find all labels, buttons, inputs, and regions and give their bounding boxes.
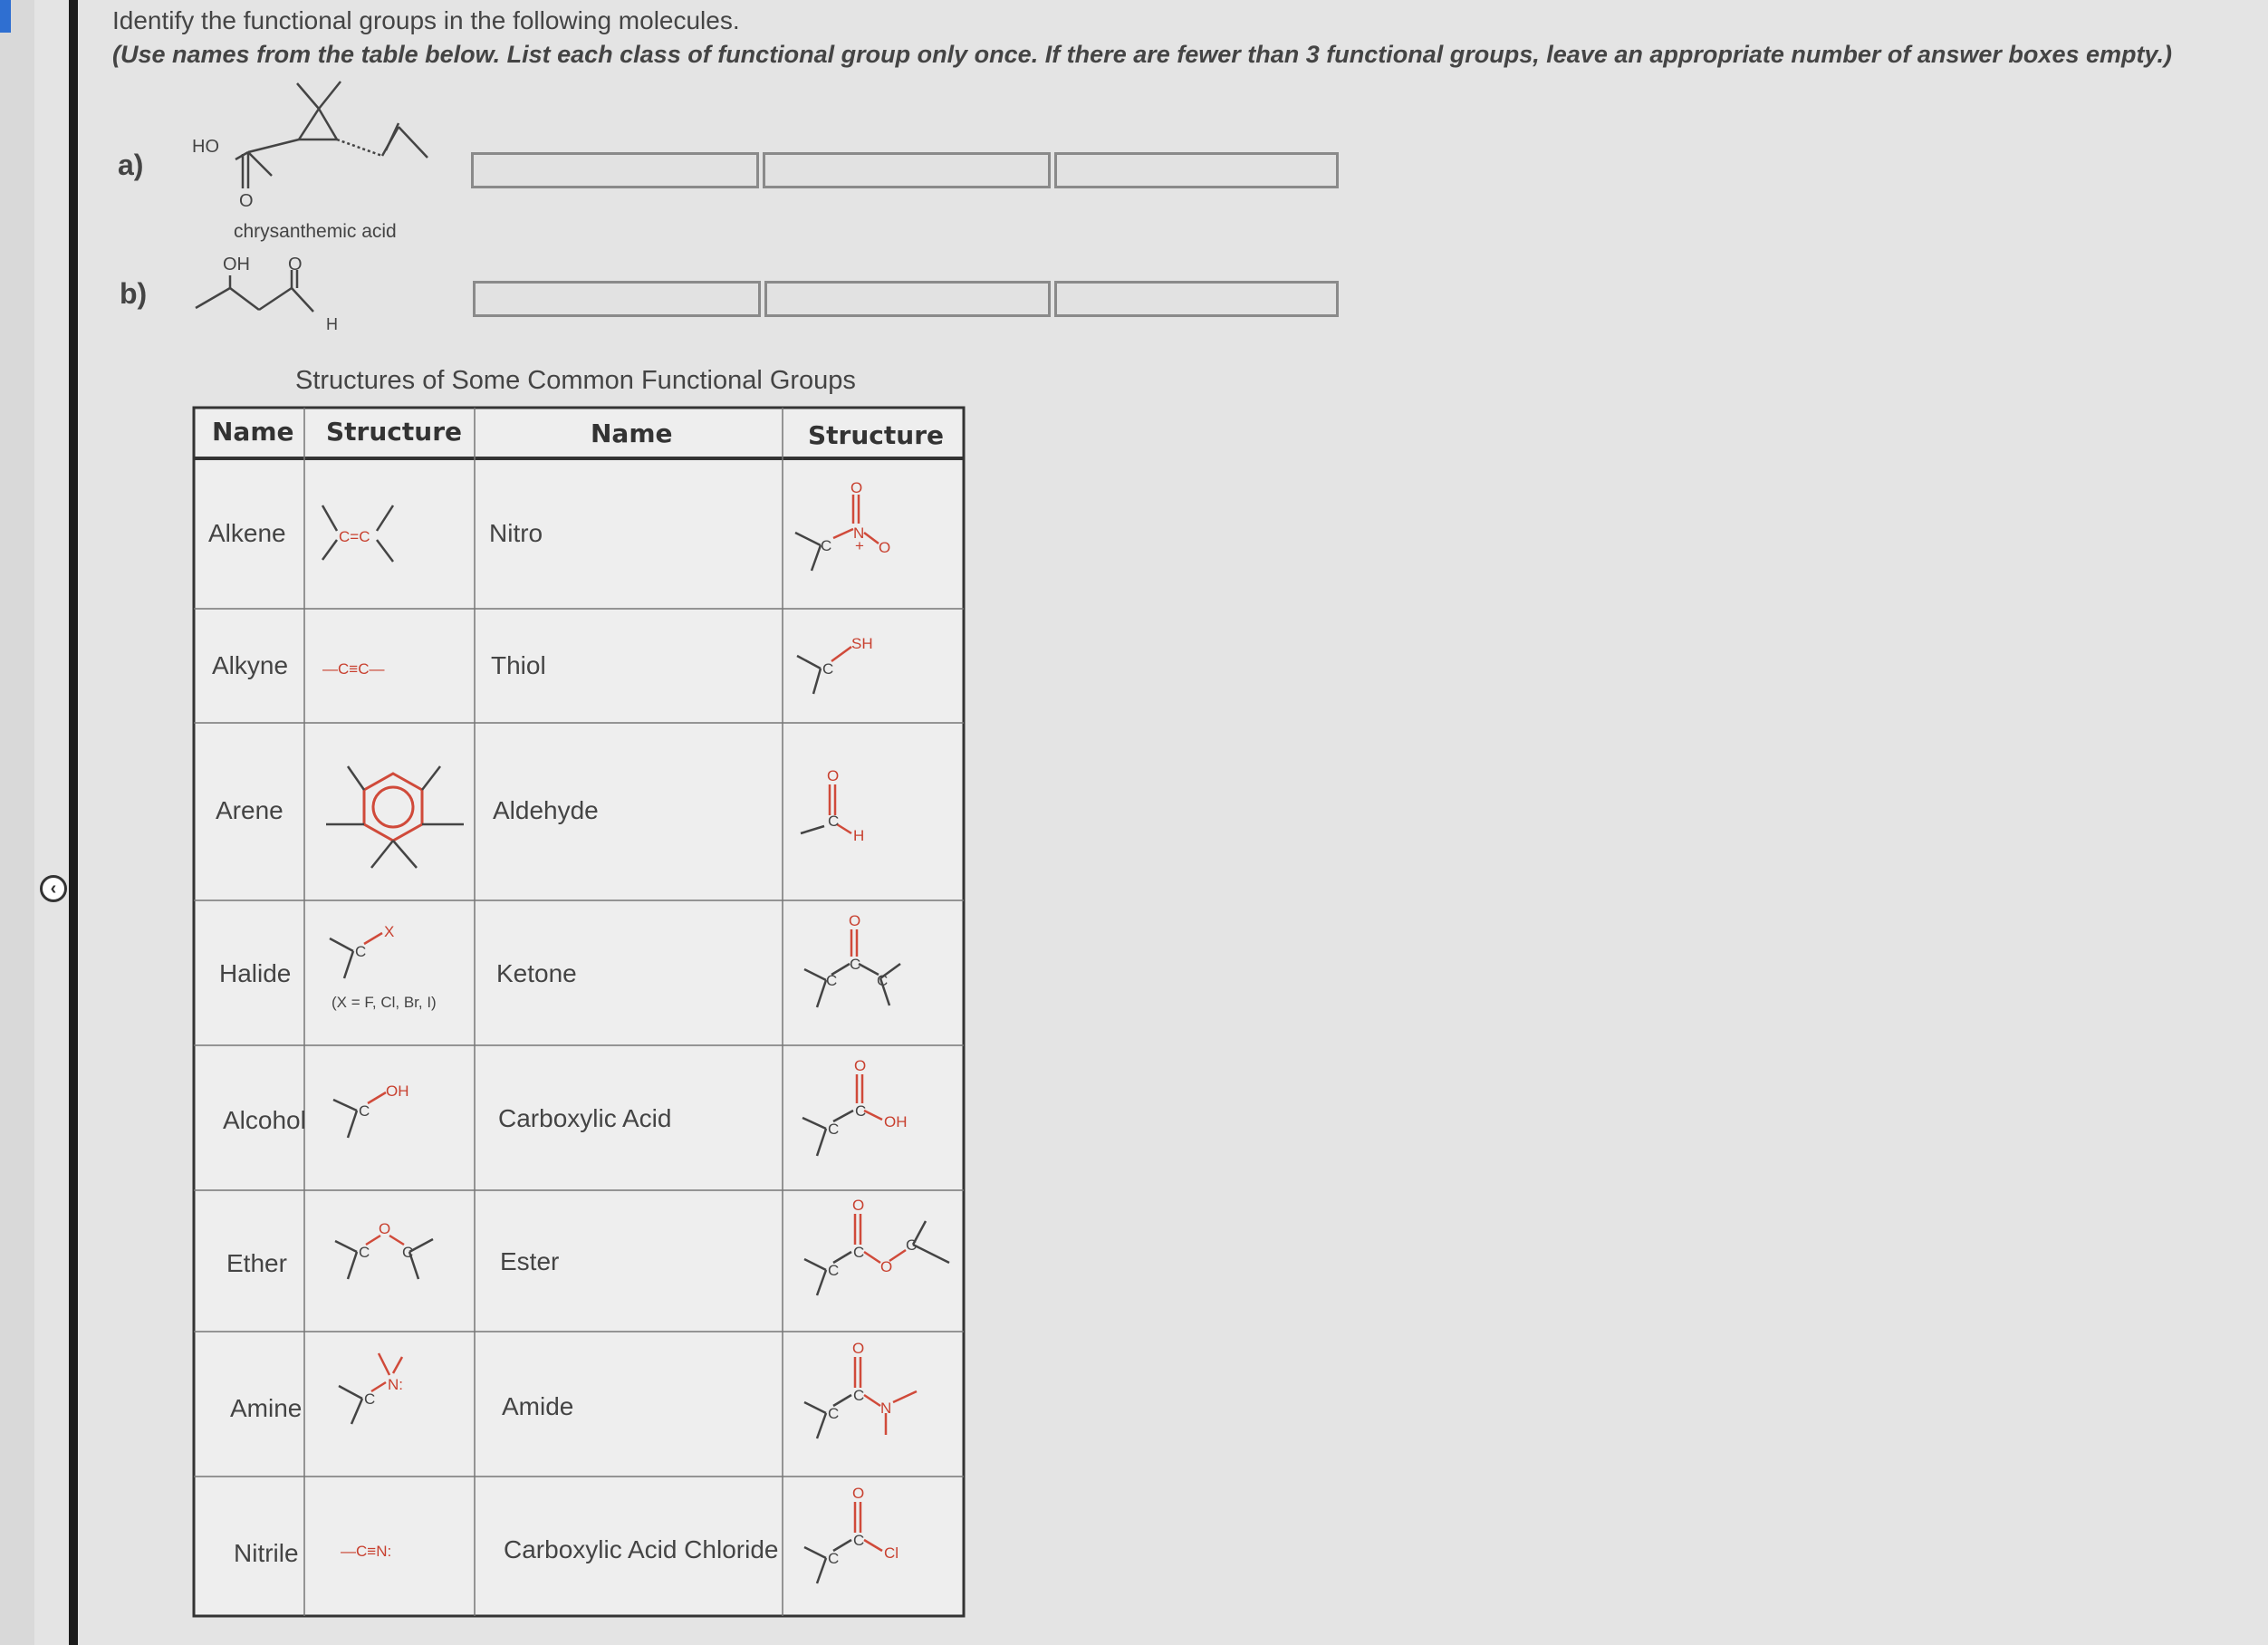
- nitro-atom-o1: O: [850, 479, 863, 496]
- instructions: [112, 4, 2250, 71]
- amide-atom-c1: C: [853, 1387, 865, 1404]
- fg-name-thiol: Thiol: [491, 651, 546, 679]
- sidebar-divider: [69, 0, 78, 1645]
- atom-ho: HO: [192, 137, 219, 157]
- acid-atom-c1: C: [855, 1102, 867, 1120]
- thiol-atom-sh: SH: [851, 635, 873, 652]
- ketone-atom-c3: C: [877, 972, 889, 989]
- active-indicator: [0, 0, 11, 33]
- table-caption: Structures of Some Common Functional Groups: [295, 366, 856, 395]
- instruction-note: (Use names from the table below. List each class of functional group only once. If there are fewer than 3 functional groups, leave an appropriate number of answer boxes empty.): [112, 41, 2172, 68]
- header-name-2: Name: [591, 418, 673, 448]
- atom-o: O: [239, 191, 254, 211]
- fg-name-alkyne: Alkyne: [212, 651, 289, 679]
- chevron-left-icon[interactable]: ‹: [40, 875, 67, 902]
- fg-name-aldehyde: Aldehyde: [493, 796, 599, 824]
- answer-b-1-input[interactable]: [473, 281, 761, 317]
- ester-atom-c2: C: [906, 1236, 918, 1254]
- ester-atom-o2: O: [880, 1258, 893, 1275]
- nitro-atom-o2: O: [879, 539, 891, 556]
- alkyne-structure: —C≡C—: [322, 660, 385, 678]
- alkene-text: C=C: [339, 528, 370, 545]
- header-name-1: Name: [212, 417, 294, 447]
- halide-atom-c: C: [355, 943, 367, 960]
- ether-atom-c2: C: [402, 1244, 414, 1261]
- molecule-a-caption: chrysanthemic acid: [234, 221, 397, 242]
- aldehyde-atom-o: O: [827, 767, 840, 784]
- alcohol-atom-oh: OH: [386, 1082, 409, 1100]
- amide-atom-n: N: [880, 1400, 892, 1417]
- header-structure-2: Structure: [808, 420, 945, 450]
- ether-atom-o: O: [379, 1220, 391, 1237]
- ester-atom-c3: C: [828, 1262, 840, 1279]
- chloride-atom-c2: C: [828, 1550, 840, 1567]
- answer-a-3-input[interactable]: [1054, 152, 1339, 188]
- aldehyde-atom-c: C: [828, 813, 840, 830]
- thiol-atom-c: C: [822, 660, 834, 678]
- fg-name-nitro: Nitro: [489, 519, 543, 547]
- amide-atom-c2: C: [828, 1405, 840, 1422]
- fg-name-arene: Arene: [216, 796, 284, 824]
- fg-name-halide: Halide: [219, 959, 292, 987]
- atom-o: O: [288, 255, 303, 274]
- acid-atom-o: O: [854, 1057, 867, 1074]
- fg-name-amide: Amide: [502, 1392, 574, 1420]
- ketone-atom-c2: C: [826, 972, 838, 989]
- nitrile-structure: —C≡N:: [341, 1543, 392, 1560]
- fg-name-alcohol: Alcohol: [223, 1106, 306, 1134]
- answer-a-2-input[interactable]: [763, 152, 1051, 188]
- atom-h: H: [326, 315, 338, 333]
- halide-atom-x: X: [384, 923, 395, 940]
- molecule-b-structure: [190, 248, 344, 335]
- acid-atom-c2: C: [828, 1121, 840, 1138]
- amine-atom-c: C: [364, 1390, 376, 1408]
- header-structure-1: Structure: [326, 417, 463, 447]
- acid-atom-oh: OH: [884, 1113, 908, 1130]
- fg-name-amine: Amine: [230, 1394, 303, 1422]
- nitro-plus: +: [855, 537, 864, 554]
- nitro-atom-n: N: [853, 524, 865, 542]
- nitro-atom-c: C: [821, 537, 832, 554]
- fg-name-ether: Ether: [226, 1249, 287, 1277]
- fg-name-ketone: Ketone: [496, 959, 577, 987]
- answer-b-2-input[interactable]: [764, 281, 1051, 317]
- question-a-label: a): [118, 149, 144, 181]
- fg-name-acid-chloride: Carboxylic Acid Chloride: [504, 1535, 779, 1563]
- fg-name-alkene: Alkene: [208, 519, 286, 547]
- amide-atom-o: O: [852, 1340, 865, 1357]
- fg-name-nitrile: Nitrile: [234, 1539, 299, 1567]
- functional-groups-table: [192, 406, 967, 1620]
- left-sidebar: [0, 0, 34, 1645]
- ester-atom-c1: C: [853, 1244, 865, 1261]
- chloride-atom-c1: C: [853, 1532, 865, 1549]
- amine-atom-n: N:: [388, 1376, 403, 1393]
- answer-b-3-input[interactable]: [1054, 281, 1339, 317]
- fg-name-carboxylic-acid: Carboxylic Acid: [498, 1104, 672, 1132]
- ester-atom-o1: O: [852, 1197, 865, 1214]
- aldehyde-atom-h: H: [853, 827, 865, 844]
- alcohol-atom-c: C: [359, 1102, 370, 1120]
- answer-a-1-input[interactable]: [471, 152, 759, 188]
- question-b-label: b): [120, 277, 148, 310]
- chloride-atom-o: O: [852, 1485, 865, 1502]
- halide-note: (X = F, Cl, Br, I): [332, 994, 437, 1011]
- ketone-atom-o: O: [849, 912, 861, 929]
- ether-atom-c1: C: [359, 1244, 370, 1261]
- atom-oh: OH: [223, 255, 250, 274]
- fg-name-ester: Ester: [500, 1247, 560, 1275]
- instruction-text: Identify the functional groups in the following molecules.: [112, 6, 740, 34]
- ketone-atom-c1: C: [850, 956, 861, 973]
- chloride-atom-cl: Cl: [884, 1544, 899, 1562]
